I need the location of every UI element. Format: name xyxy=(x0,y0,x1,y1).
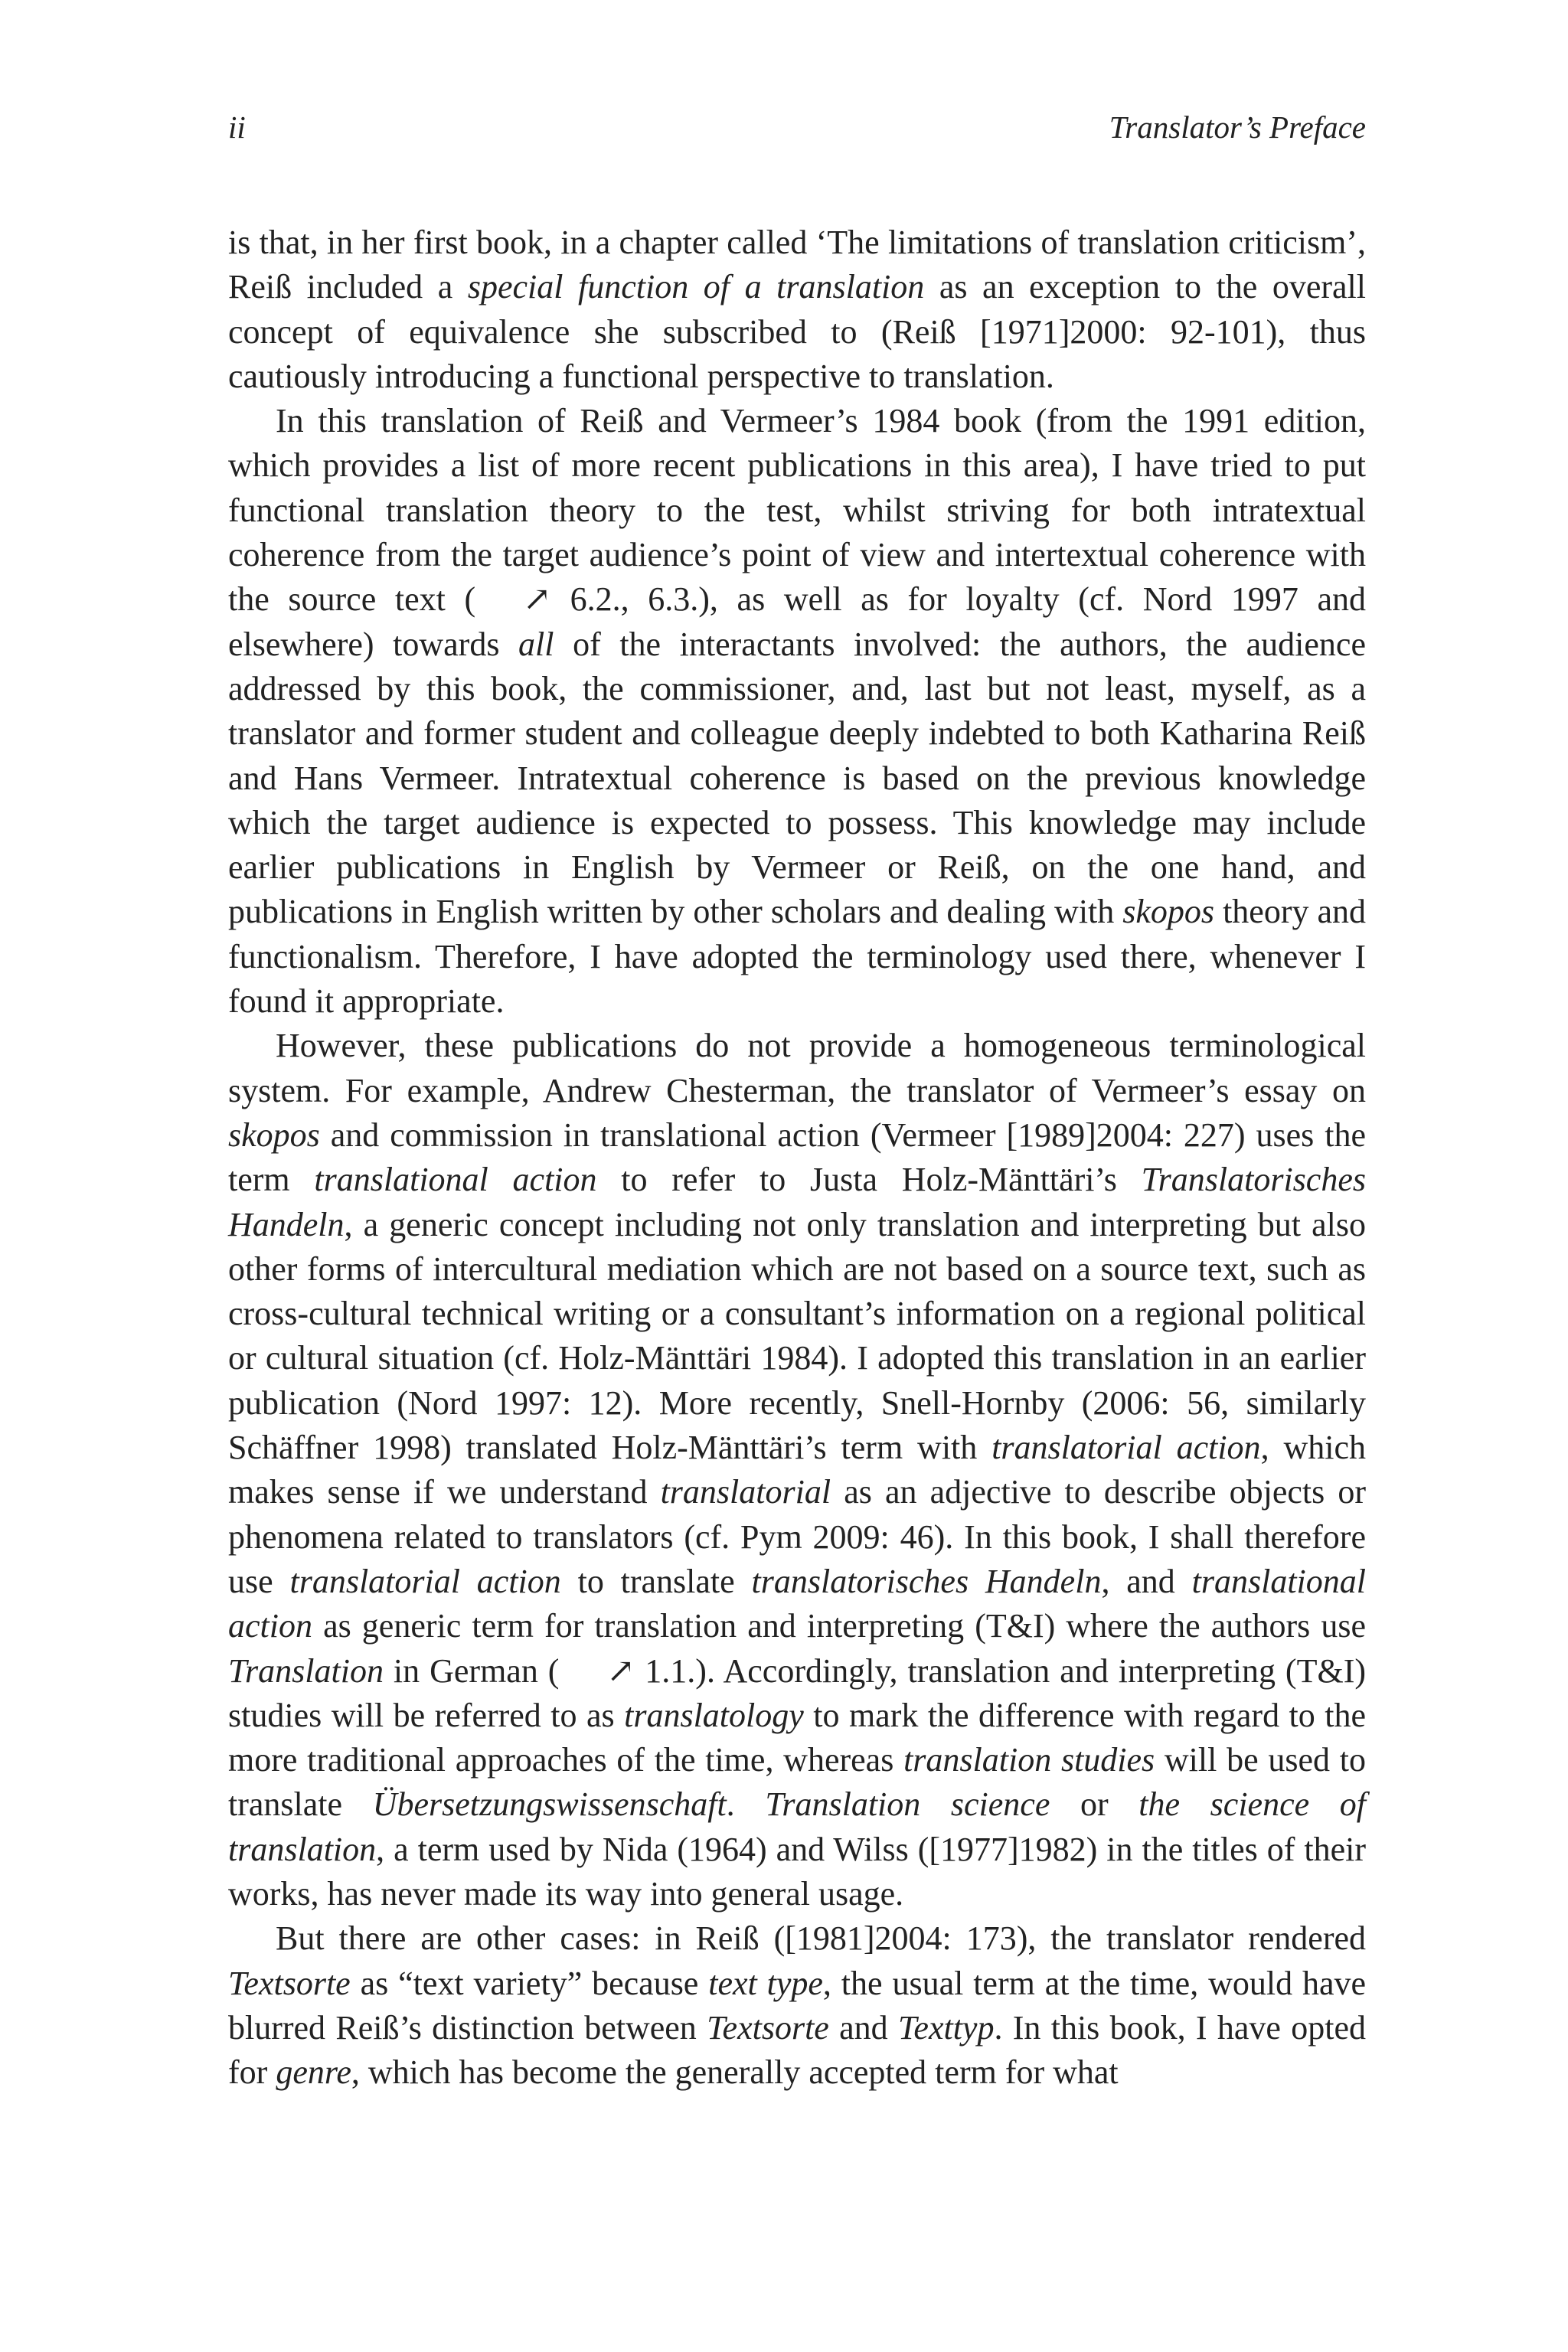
emphasis: genre xyxy=(276,2053,351,2092)
emphasis: translatorial action xyxy=(991,1429,1261,1467)
text-run: and commission in translational action (Vermeer [1989]2004: 227) uses the term xyxy=(228,1116,1366,1199)
paragraph-1 xyxy=(228,220,1366,399)
text-run: as “text variety” because xyxy=(350,1964,709,2002)
page-number: ii xyxy=(228,109,246,145)
emphasis: Textsorte xyxy=(707,2008,829,2047)
text-run: 6.2., 6.3.), as well as for loyalty (cf. Nord 1997 and elsewhere) towards xyxy=(228,580,1366,663)
text-run: to translate xyxy=(560,1562,752,1600)
emphasis: translational action xyxy=(228,1562,1367,1645)
emphasis: Übersetzungswissenschaft xyxy=(372,1785,727,1824)
emphasis: translatorisches Handeln xyxy=(751,1562,1102,1600)
emphasis: text type xyxy=(708,1964,823,2002)
emphasis: translatorial xyxy=(660,1473,831,1511)
text-run: as an adjective to describe objects or phenomena related to translators (cf. Pym 2009: 46). In this book, I shall therefore use xyxy=(228,1473,1367,1600)
emphasis: translation studies xyxy=(903,1741,1155,1779)
text-run: will be used to translate xyxy=(228,1741,1366,1824)
text-run: , a term used by Nida (1964) and Wilss ([1977]1982) in the titles of their works, has never made its way into general usage. xyxy=(228,1830,1366,1913)
paragraph-2 xyxy=(228,399,1366,1024)
text-run: to refer to Justa Holz-Mänttäri’s xyxy=(596,1161,1142,1199)
body-text xyxy=(228,220,1366,2095)
text-run: 1.1.). Accordingly, translation and interpreting (T&I) studies will be referred to as xyxy=(228,1651,1366,1734)
text-run: . In this book, I have opted for xyxy=(228,2008,1366,2092)
cross-reference-arrow-icon: ↗ xyxy=(523,580,551,619)
emphasis: Translation xyxy=(228,1651,384,1690)
emphasis: special function of a translation xyxy=(467,268,925,306)
emphasis: translatology xyxy=(624,1696,804,1734)
text-run: in German ( xyxy=(383,1651,560,1690)
paragraph-3 xyxy=(228,1024,1366,1916)
text-run: , which makes sense if we understand xyxy=(228,1429,1366,1511)
cross-reference-arrow-icon: ↗ xyxy=(606,1651,635,1690)
text-run: , which has become the generally accepted term for what xyxy=(351,2053,1119,2092)
text-run: But there are other cases: in Reiß ([1981]2004: 173), the translator rendered xyxy=(276,1919,1366,1958)
text-run: , and xyxy=(1101,1562,1192,1600)
emphasis: translational action xyxy=(314,1161,597,1199)
text-run: of the interactants involved: the authors, the audience addressed by this book, the commissioner, and, last but not least, myself, as a translator and former student and colleague deeply indebted to both Katharina Reiß and Hans Vermeer. Intratextual coherence is based on the previous knowledge which the target audience is expected to possess. This knowledge may include earlier publications in English by Vermeer or Reiß, on the one hand, and publications in English written by other scholars and dealing with xyxy=(228,625,1366,931)
text-run: as an exception to the overall concept of equivalence she subscribed to (Reiß [1971]2000: 92-101), thus cautiously introducing a functional perspective to translation. xyxy=(228,268,1367,395)
text-run: or xyxy=(1050,1785,1139,1824)
text-run: to mark the difference with regard to the more traditional approaches of the time, whereas xyxy=(228,1696,1366,1779)
text-run: , the usual term at the time, would have blurred Reiß’s distinction between xyxy=(228,1964,1367,2047)
emphasis: Translation science xyxy=(765,1785,1050,1824)
emphasis: Textsorte xyxy=(228,1964,351,2002)
text-run: However, these publications do not provide a homogeneous terminological system. For example, Andrew Chesterman, the translator of Vermeer’s essay on xyxy=(228,1027,1366,1109)
text-run: theory and functionalism. Therefore, I have adopted the terminology used there, whenever I found it appropriate. xyxy=(228,893,1367,1021)
emphasis: Translatorisches Handeln xyxy=(228,1161,1366,1243)
text-run: . xyxy=(726,1785,766,1824)
emphasis: translatorial action xyxy=(289,1562,561,1600)
text-run: is that, in her first book, in a chapter called ‘The limitations of translation criticism’, Reiß included a xyxy=(228,224,1366,306)
emphasis: Texttyp xyxy=(897,2008,995,2047)
text-run: as generic term for translation and interpreting (T&I) where the authors use xyxy=(312,1607,1366,1645)
running-head xyxy=(228,109,1366,155)
emphasis: the science of translation xyxy=(228,1785,1366,1868)
running-title: Translator’s Preface xyxy=(1109,109,1366,145)
paragraph-4 xyxy=(228,1916,1366,2095)
emphasis: all xyxy=(518,625,554,663)
emphasis: skopos xyxy=(1122,893,1215,931)
text-run: In this translation of Reiß and Vermeer’s 1984 book (from the 1991 edition, which provides a list of more recent publications in this area), I have tried to put functional translation theory to the test, whilst striving for both intratextual coherence from the target audience’s point of view and intertextual coherence with the source text ( xyxy=(228,402,1366,619)
text-run: , a generic concept including not only translation and interpreting but also other forms of intercultural mediation which are not based on a source text, such as cross-cultural technical writing or a consultant’s information on a regional political or cultural situation (cf. Holz-Mänttäri 1984). I adopted this translation in an earlier publication (Nord 1997: 12). More recently, Snell-Hornby (2006: 56, similarly Schäffner 1998) translated Holz-Mänttäri’s term with xyxy=(228,1205,1366,1467)
text-run: and xyxy=(828,2008,898,2047)
emphasis: skopos xyxy=(228,1116,320,1154)
